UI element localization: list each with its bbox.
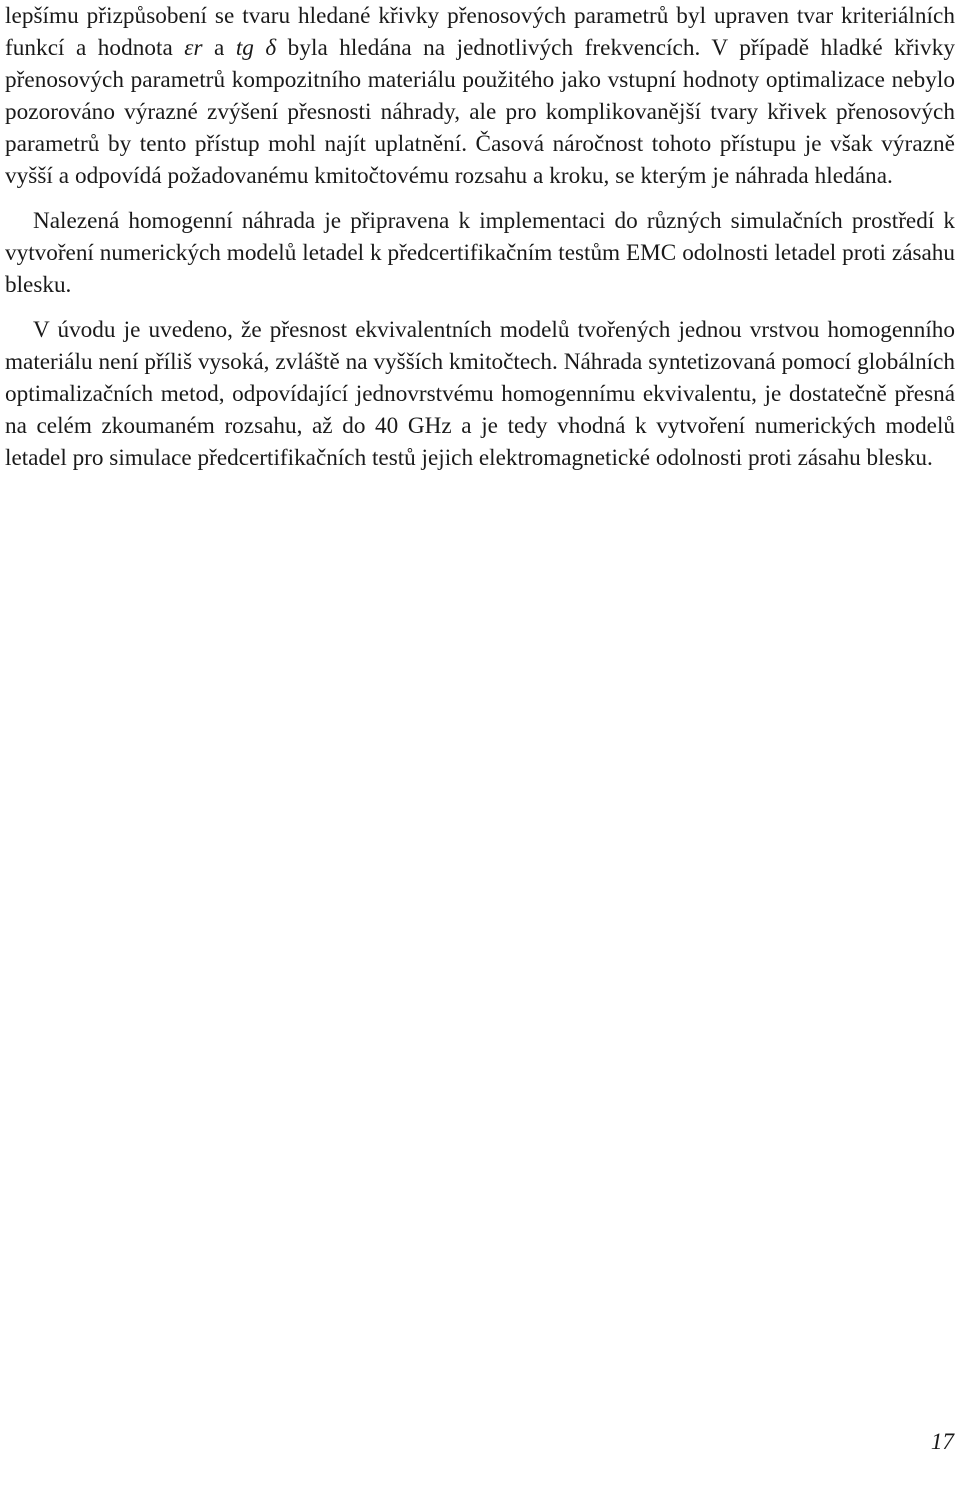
paragraph-1-text-end: byla hledána na jednotlivých frekvencích. V případě hladké křivky přenosových parametrů kompozitního materiálu použitého jako vstupní hodnoty optimalizace nebylo pozorováno výrazné zvýšení přesnosti náhrady, ale pro komplikovanější tvary křivek přenosových parametrů by tento přístup mohl najít uplatnění. Časová náročnost tohoto přístupu je však výrazně vyšší a odpovídá požadovanému kmitočtovému rozsahu a kroku, se kterým je náhrada hledána. (5, 35, 955, 189)
epsilon-r-symbol: εr (184, 35, 203, 61)
paragraph-1-text-middle: a (202, 35, 236, 61)
document-page (5, 0, 955, 474)
page-number: 17 (930, 1429, 954, 1455)
paragraph-3: V úvodu je uvedeno, že přesnost ekvivalentních modelů tvořených jednou vrstvou homogenního materiálu není příliš vysoká, zvláště na vyšších kmitočtech. Náhrada syntetizovaná pomocí globálních optimalizačních metod, odpovídající jednovrstvému homogennímu ekvivalentu, je dostatečně přesná na celém zkoumaném rozsahu, až do 40 GHz a je tedy vhodná k vytvoření numerických modelů letadel pro simulace předcertifikačních testů jejich elektromagnetické odolnosti proti zásahu blesku. (5, 317, 955, 471)
paragraph-1 (5, 0, 955, 192)
tg-delta-symbol: tg δ (235, 35, 277, 61)
paragraph-2: Nalezená homogenní náhrada je připravena k implementaci do různých simulačních prostředí k vytvoření numerických modelů letadel k předcertifikačním testům EMC odolnosti letadel proti zásahu blesku. (5, 208, 955, 298)
paragraph-1-text-start: lepšímu přizpůsobení se tvaru hledané křivky přenosových parametrů byl upraven tvar kriteriálních funkcí a hodnota (5, 3, 955, 61)
